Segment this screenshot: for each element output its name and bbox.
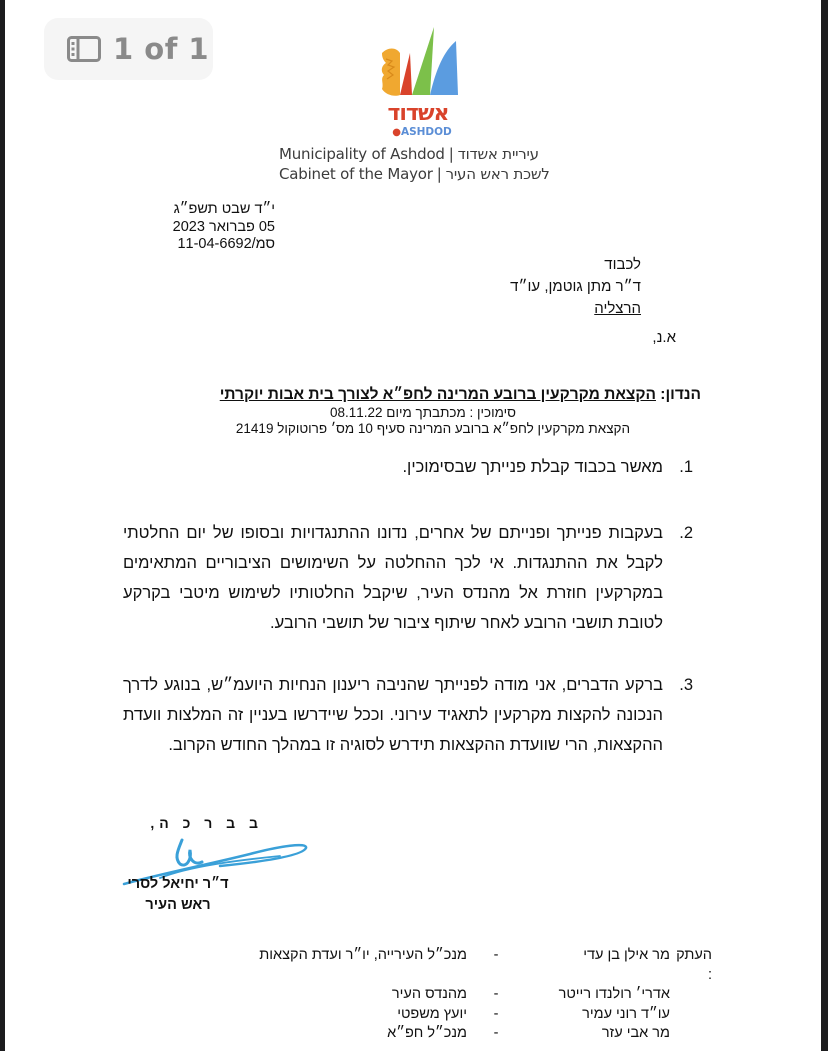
gregorian-date: 05 פברואר 2023 [172, 218, 275, 235]
cc-label: העתק : [676, 947, 712, 983]
recipient-city: הרצליה [594, 300, 641, 317]
paragraph-1 [123, 452, 693, 482]
paragraph-number: 3. [679, 676, 693, 694]
cc-dash: - [493, 986, 499, 1002]
recipient-name: ד״ר מתן גוטמן, עו״ד [510, 278, 641, 295]
paragraph-number: 2. [679, 524, 693, 542]
cc-name: אדרי׳ רולנדו רייטר [558, 986, 670, 1002]
page-indicator-text: 1 of 1 [113, 32, 210, 66]
cc-name: מר אבי עזר [601, 1025, 670, 1041]
ashdod-logo [370, 25, 460, 138]
letterhead-municipality: Municipality of Ashdod | עיריית אשדוד [279, 145, 539, 163]
recipient-greeting: לכבוד [604, 256, 641, 273]
cc-role: יועץ משפטי [397, 1005, 467, 1022]
salutation: א.נ, [652, 329, 676, 346]
paragraph-3 [123, 670, 693, 760]
cc-role: מנכ״ל העירייה, יו״ר ועדת הקצאות [259, 947, 467, 963]
cc-row [200, 946, 712, 985]
recipient-block [510, 254, 641, 320]
cc-list [200, 946, 712, 1044]
subject-line [165, 386, 701, 404]
apple-icon: ● [392, 127, 401, 138]
cc-dash: - [493, 947, 499, 963]
paragraph-number: 1. [679, 458, 693, 476]
subject-label: הנדון: [660, 386, 701, 403]
subject-text: הקצאת מקרקעין ברובע המרינה לחפ״א לצורך בית אבות יוקרתי [219, 386, 656, 403]
cc-dash: - [493, 1005, 499, 1022]
cc-name: עו״ד רוני עמיר [582, 1005, 670, 1022]
paragraph-text: בעקבות פנייתך ופנייתם של אחרים, נדונו ההתנגדויות ובסופו של יום החלטתי לקבל את ההתנגדות. אי לכך ההחלטה על השימושים הציבוריים המתאימים במקרקעין חוזרת אל מהנדס העיר, שיקבל החלטותיו לשימוש מיטבי בקרקע לטובת תושבי הרובע לאחר שיתוף ציבור של תושבי הרובע. [123, 524, 663, 632]
signer-title: ראש העיר [145, 897, 211, 913]
logo-hebrew-text: אשדוד [387, 101, 449, 126]
date-block [145, 201, 275, 254]
cc-row [200, 1005, 712, 1025]
reference-number: סמ/11-04-6692 [177, 236, 275, 252]
cc-name: מר אילן בן עדי [583, 947, 670, 963]
reference-line-2: הקצאת מקרקעין לחפ״א ברובע המרינה סעיף 10 מס׳ פרוטוקול 21419 [235, 421, 631, 436]
cc-role: מנכ״ל חפ״א [387, 1025, 467, 1041]
letterhead-cabinet: Cabinet of the Mayor | לשכת ראש העיר [279, 165, 550, 183]
cc-row [200, 1024, 712, 1044]
hebrew-date: י״ד שבט תשפ״ג [173, 201, 275, 217]
logo-english-text: ●ASHDOD [392, 126, 452, 138]
page-indicator-button[interactable] [44, 18, 213, 80]
cc-row [200, 985, 712, 1005]
paragraph-text: ברקע הדברים, אני מודה לפנייתך שהניבה ריענון הנחיות היועמ״ש, בנוגע לדרך הנכונה להקצות מקרקעין לתאגיד עירוני. וככל שיידרשו בעניין זה המלצות וועדת ההקצאות, הרי שוועדת ההקצאות תידרש לסוגיה זו במהלך החודש הקרוב. [123, 676, 663, 754]
signer-name: ד״ר יחיאל לסרי [127, 876, 229, 892]
cc-role: מהנדס העיר [391, 986, 467, 1002]
reference-line-1: סימוכין : מכתבתך מיום 08.11.22 [329, 405, 517, 420]
sidebar-icon [67, 36, 101, 62]
cc-dash: - [493, 1025, 499, 1041]
paragraph-text: מאשר בכבוד קבלת פנייתך שבסימוכין. [402, 458, 663, 476]
paragraph-2 [123, 518, 693, 638]
signer-block [123, 874, 233, 916]
document-page [5, 0, 821, 1051]
closing-text: ב ב ר כ ה, [150, 815, 263, 831]
